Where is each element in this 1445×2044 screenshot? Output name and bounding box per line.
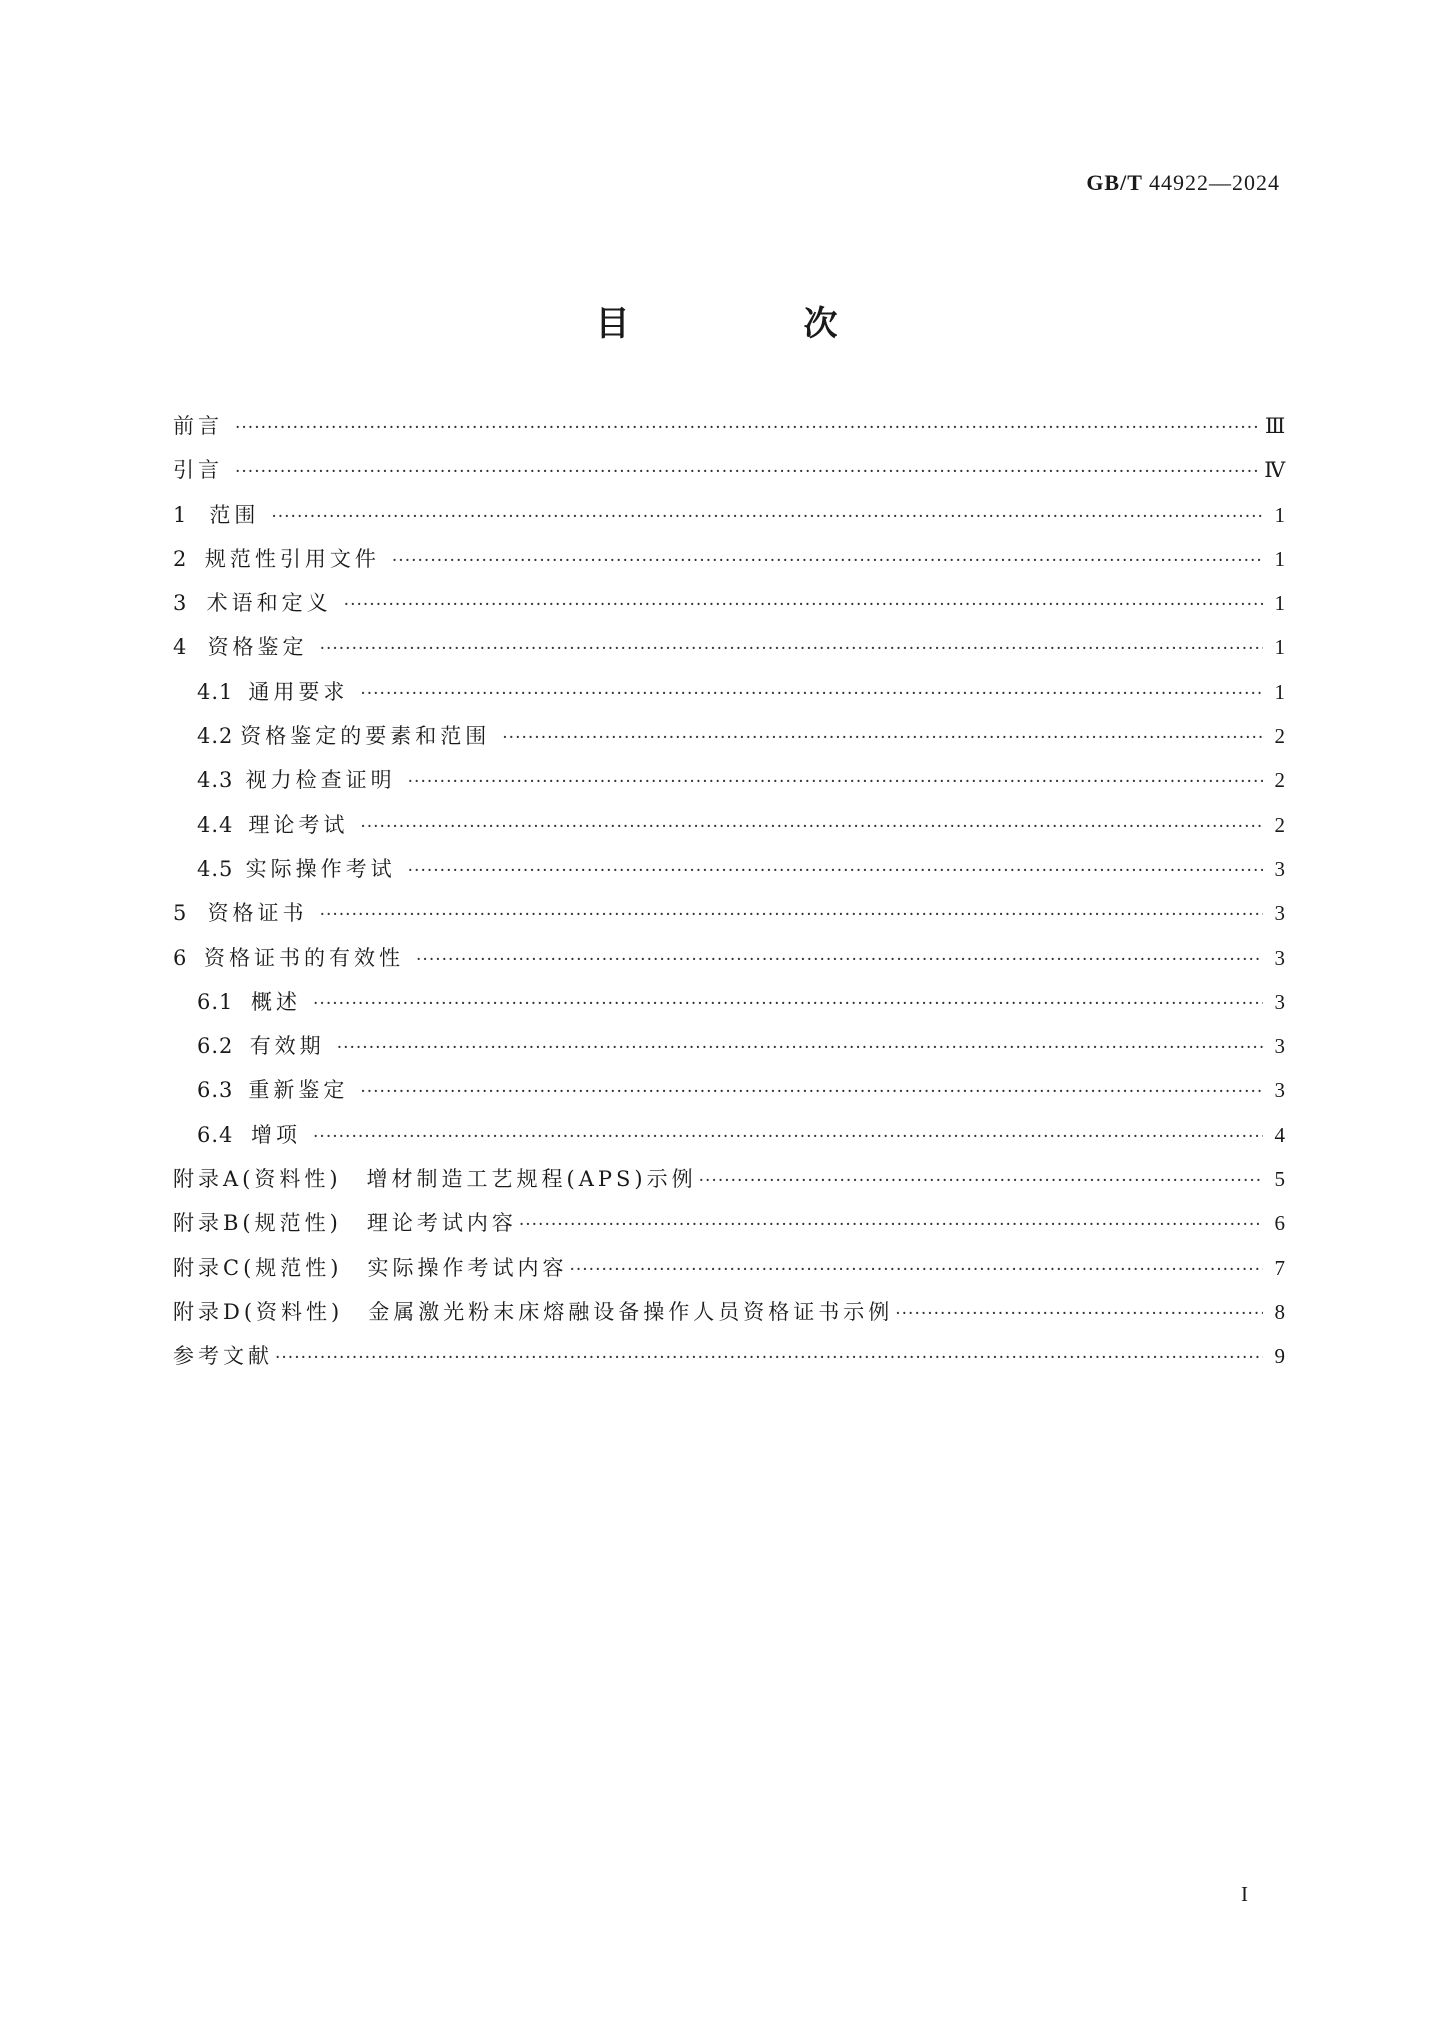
toc-leader-dots xyxy=(699,1171,1263,1191)
toc-leader-dots xyxy=(569,1260,1263,1280)
toc-entry-label: 范围 xyxy=(209,502,260,527)
toc-entry[interactable] xyxy=(173,1119,1285,1163)
toc-entry[interactable] xyxy=(173,1030,1285,1074)
toc-entry-number: 6.3 xyxy=(197,1078,234,1103)
toc-entry-label: 通用要求 xyxy=(248,679,349,704)
toc-entry-page: 8 xyxy=(1274,1299,1285,1324)
toc-entry-page: 3 xyxy=(1274,945,1285,970)
toc-entry-number: 4.5 xyxy=(197,856,234,881)
toc-entry-page: 3 xyxy=(1274,1078,1285,1103)
toc-entry[interactable] xyxy=(173,1252,1285,1296)
toc-leader-dots xyxy=(271,507,1263,527)
toc-entry[interactable] xyxy=(173,1074,1285,1118)
toc-entry[interactable] xyxy=(173,764,1285,808)
toc-leader-dots xyxy=(275,1348,1263,1368)
toc-leader-dots xyxy=(519,1215,1263,1235)
toc-leader-dots xyxy=(416,950,1263,970)
toc-leader-dots xyxy=(320,905,1263,925)
toc-leader-dots xyxy=(502,728,1263,748)
toc-entry-page: 2 xyxy=(1274,768,1285,793)
page-title: 目 次 xyxy=(595,304,908,344)
toc-entry-label: 资格证书的有效性 xyxy=(204,945,405,970)
toc-entry-page: 1 xyxy=(1274,502,1285,527)
toc-entry[interactable] xyxy=(173,454,1285,498)
toc-entry-label: 资格鉴定 xyxy=(207,635,308,660)
toc-entry-label: 增项 xyxy=(251,1122,302,1147)
toc-entry[interactable] xyxy=(173,986,1285,1030)
toc-entry[interactable] xyxy=(173,720,1285,764)
toc-entry-page: 2 xyxy=(1274,812,1285,837)
toc-entry-number: 4 xyxy=(173,635,188,660)
toc-entry-label: 理论考试 xyxy=(248,812,349,837)
toc-entry-label: 资格证书 xyxy=(207,901,308,926)
toc-entry-number: 6.1 xyxy=(197,989,234,1014)
toc-entry-label: 附录C(规范性) 实际操作考试内容 xyxy=(173,1255,568,1280)
toc-entry[interactable] xyxy=(173,1163,1285,1207)
toc-entry-page: 9 xyxy=(1274,1344,1285,1369)
toc-entry[interactable] xyxy=(173,1296,1285,1340)
toc-entry-number: 6 xyxy=(173,945,188,970)
toc-entry-label: 附录D(资料性) 金属激光粉末床熔融设备操作人员资格证书示例 xyxy=(173,1299,894,1324)
toc-entry[interactable] xyxy=(173,499,1285,543)
toc-entry-page: 3 xyxy=(1274,901,1285,926)
toc-entry-label: 概述 xyxy=(251,989,302,1014)
toc-leader-dots xyxy=(235,462,1260,482)
toc-entry-page: 2 xyxy=(1274,724,1285,749)
toc-entry-number: 4.1 xyxy=(197,679,234,704)
toc-entry-page: 1 xyxy=(1274,679,1285,704)
toc-entry-label: 附录B(规范性) 理论考试内容 xyxy=(173,1211,517,1236)
toc-entry[interactable] xyxy=(173,410,1285,454)
toc-entry-number: 6.2 xyxy=(197,1034,234,1059)
toc-entry[interactable] xyxy=(173,543,1285,587)
toc-entry-page: 4 xyxy=(1274,1122,1285,1147)
toc-leader-dots xyxy=(344,595,1263,615)
toc-leader-dots xyxy=(360,1082,1263,1102)
toc-entry-page: 3 xyxy=(1274,1034,1285,1059)
toc-entry-label: 有效期 xyxy=(249,1034,325,1059)
toc-entry[interactable] xyxy=(173,853,1285,897)
toc-entry-number: 4.2 xyxy=(197,724,234,749)
toc-leader-dots xyxy=(408,772,1263,792)
table-of-contents xyxy=(173,410,1285,1385)
toc-entry-label: 引言 xyxy=(173,458,223,483)
toc-entry-page: 1 xyxy=(1274,546,1285,571)
toc-entry[interactable] xyxy=(173,1340,1285,1384)
standard-code: 44922—2024 xyxy=(1149,170,1280,195)
toc-entry-page: 1 xyxy=(1274,591,1285,616)
toc-entry-number: 2 xyxy=(173,546,188,571)
toc-entry-label: 视力检查证明 xyxy=(245,768,396,793)
toc-entry-label: 术语和定义 xyxy=(206,591,332,616)
toc-entry-page: Ⅳ xyxy=(1264,458,1286,483)
toc-entry-label: 前言 xyxy=(173,414,223,438)
toc-leader-dots xyxy=(895,1304,1263,1324)
toc-leader-dots xyxy=(360,817,1263,837)
toc-entry-page: 3 xyxy=(1274,856,1285,881)
toc-entry-number: 1 xyxy=(173,502,188,527)
toc-leader-dots xyxy=(313,994,1263,1014)
toc-entry-label: 附录A(资料性) 增材制造工艺规程(APS)示例 xyxy=(173,1167,697,1192)
toc-entry[interactable] xyxy=(173,587,1285,631)
toc-entry-label: 参考文献 xyxy=(173,1344,273,1369)
toc-entry-page: 3 xyxy=(1274,989,1285,1014)
toc-entry-page: Ⅲ xyxy=(1264,414,1286,438)
toc-entry-page: 7 xyxy=(1274,1255,1285,1280)
toc-entry[interactable] xyxy=(173,897,1285,941)
standard-number xyxy=(1086,170,1280,196)
toc-leader-dots xyxy=(337,1038,1263,1058)
toc-leader-dots xyxy=(392,551,1263,571)
toc-entry-number: 5 xyxy=(173,901,188,926)
toc-leader-dots xyxy=(320,639,1263,659)
toc-entry[interactable] xyxy=(173,809,1285,853)
toc-entry-number: 6.4 xyxy=(197,1122,234,1147)
toc-entry-label: 重新鉴定 xyxy=(248,1078,349,1103)
toc-entry-label: 资格鉴定的要素和范围 xyxy=(240,724,491,749)
toc-entry-number: 4.3 xyxy=(197,768,234,793)
toc-leader-dots xyxy=(235,418,1261,438)
toc-entry-page: 1 xyxy=(1274,635,1285,660)
toc-entry[interactable] xyxy=(173,676,1285,720)
toc-entry-page: 6 xyxy=(1274,1211,1285,1236)
toc-entry-label: 规范性引用文件 xyxy=(204,546,380,571)
toc-leader-dots xyxy=(408,861,1263,881)
toc-entry[interactable] xyxy=(173,942,1285,986)
toc-entry-number: 4.4 xyxy=(197,812,234,837)
standard-prefix: GB/T xyxy=(1086,170,1143,195)
toc-leader-dots xyxy=(360,684,1263,704)
toc-entry-label: 实际操作考试 xyxy=(245,856,396,881)
toc-leader-dots xyxy=(313,1127,1263,1147)
page-number: I xyxy=(1241,1882,1248,1906)
toc-entry-number: 3 xyxy=(173,591,188,616)
toc-entry[interactable] xyxy=(173,631,1285,675)
toc-entry-page: 5 xyxy=(1274,1167,1285,1192)
toc-entry[interactable] xyxy=(173,1207,1285,1251)
